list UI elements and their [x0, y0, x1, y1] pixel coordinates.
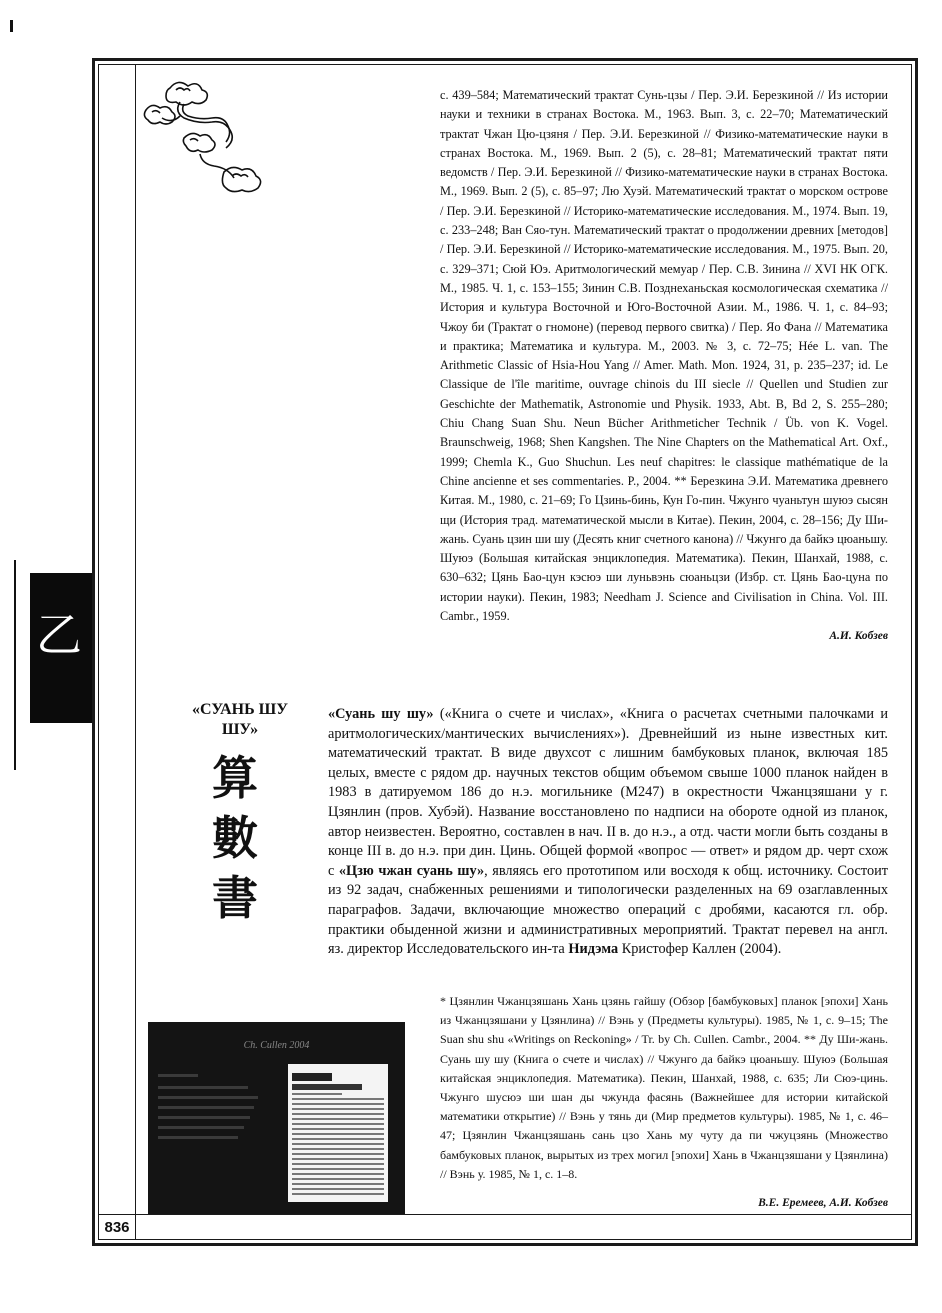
entry-text-part: («Книга о счете и числах», «Книга о расчетах счетными палочками и аритмологических/мантических вычислениях»). Древнейший из ныне известных кит. математический трактат. В виде двухсот с лишним бамбуковых планок, включая 185 целых, вместе с рядом др. научных текстов общим объемом свыше 1000 планок найден в 1983 в датируемом 186 до н.э. могильнике (M247) в окрестности Чжанцзяшани у г. Цзянлин (пров. Хубэй). Название восстановлено по надписи на обороте одной из планок, автор неизвестен. Вероятно, составлен в нач. II в. до н.э., а отд. части могли быть созданы в конце III в. до н.э. при дин. Цинь. Общей формой «вопрос — ответ» и рядом др. черт схож с [328, 706, 888, 879]
bibliography-author: А.И. Кобзев [829, 630, 888, 643]
photo-document-page [288, 1064, 388, 1202]
book-cover-photo [148, 1022, 405, 1214]
photo-caption: Ch. Cullen 2004 [243, 1040, 310, 1051]
entry-body [328, 705, 888, 960]
chinese-character: 數 [212, 811, 258, 865]
scan-edge-mark-line [14, 560, 16, 770]
section-tab-glyph: 乙 [36, 608, 82, 662]
entry-title-bold: «Суань шу шу» [328, 706, 434, 722]
margin-divider [135, 64, 136, 1240]
entry-heading: «СУАНЬ ШУ ШУ» [192, 701, 288, 738]
entry-text-part: Кристофер Каллен (2004). [618, 941, 782, 958]
bibliography-paragraph: с. 439–584; Математический трактат Сунь-цзы / Пер. Э.И. Березкиной // Из истории науки и техники в странах Востока. М., 1963. Вып. 3, с. 22–70; Математический трактат Чжан Цю-цзяня / Пер. Э.И. Березкиной // Физико-математические науки в странах Востока. М., 1969. Вып. 2 (5), с. 28–81; Математический трактат пяти ведомств / Пер. Э.И. Березкиной // Физико-математические науки в странах Востока. М., 1969. Вып. 2 (5), с. 85–97; Лю Хуэй. Математический трактат о морском острове / Пер. Э.И. Березкиной // Историко-математические исследования. М., 1974. Вып. 19, с. 233–248; Ван Сяо-тун. Математический трактат о продолжении древних [методов] / Пер. Э.И. Березкиной // Историко-математические исследования. М., 1975. Вып. 20, с. 329–371; Сюй Юэ. Аритмологический мемуар / Пер. С.В. Зинина // XVI НК ОГК. М., 1985. Ч. 1, с. 153–155; Зинин С.В. Позднеханьская космологическая схематика // История и культура Восточной и Юго-Восточной Азии. М., 1986. Ч. 1, с. 84–93; Чжоу би (Трактат о гномоне) (перевод первого свитка) / Пер. Яо Фана // Математика и практика; Математика и культура. М., 2003. № 3, с. 72–75; Hée L. van. The Arithmetic Classic of Hsia-Hou Yang // Amer. Math. Mon. 1924, 31, p. 235–237; id. Le Classique de l'île maritime, ouvrage chinois du III siecle // Quellen und Studien zur Geschichte der Mathematik, Astronomie und Physik. 1933, Abt. B, Bd 2, S. 255–280; Chiu Chang Suan Shu. Neun Bücher Arithmeticher Technik / Üb. von K. Vogel. Braunschweig, 1968; Shen Kangshen. The Nine Chapters on the Mathematical Art. Oxf., 1999; Chemla K., Guo Shuchun. Les neuf chapitres: le classique mathématique de la Chine ancienne et ses commentaries. P., 2004. ** Березкина Э.И. Математика древнего Китая. М., 1980, с. 21–69; Го Цзинь-бинь, Кун Го-пин. Чжунго чуаньтун шуюэ сысян щи (История трад. математической мысли в Китае). Пекин, 2004, с. 28–156; Ду Ши-жань. Суань цзин ши шу (Десять книг счетного канона) // Чжунго да байкэ цюаньшу. Шуюэ (Большая китайская энциклопедия. Математика). Пекин, Шанхай, 1988, с. 630–632; Цянь Бао-цун кэсюэ ши луньвэнь сюаньцзи (Избр. ст. Цянь Бао-цуна по истории науки). Пекин, 1983; Needham J. Science and Civilisation in China. Vol. III. Cambr., 1959. [440, 88, 888, 624]
entry-text-part: , являясь его прототипом или восходя к общ. источнику. Состоит из 92 задач, снабженных решениями и типологически разделенных на 69 озаглавленных параграфов. Задачи, включающие множество операций с дробями, касаются гл. обр. практики обыденной жизни и административных мероприятий. Трактат перевел на англ. яз. директор Исследовательского ин-та [328, 862, 888, 958]
scan-edge-mark-top [10, 20, 13, 32]
entry-bibliography-authors: В.Е. Еремеев, А.И. Кобзев [758, 1197, 888, 1209]
entry-crossref-bold: «Цзю чжан суань шу» [338, 862, 485, 879]
cloud-ornament [140, 76, 280, 206]
footer-divider [98, 1214, 912, 1215]
page-number: 836 [104, 1219, 130, 1236]
chinese-character: 書 [212, 871, 258, 925]
bibliography-continued [440, 86, 888, 647]
entry-bibliography: * Цзянлин Чжанцзяшань Хань цзянь гайшу (Обзор [бамбуковых] планок [эпохи] Хань из Чжанцзяшани у Цзянлина) // Вэнь у (Предметы культуры). 1985, № 1, с. 9–15; The Suan shu shu «Writings on Reckoning» / Tr. by Ch. Cullen. Cambr., 2004. ** Ду Ши-жань. Суань шу шу (Книга о счете и числах) // Чжунго да байкэ цюаньшу. Шуюэ (Большая китайская энциклопедия. Математика). Пекин, Шанхай, 1988, с. 635; Ли Сюэ-цинь. Чжунго шусюэ ши шан ды чжунда фасянь (Важнейшее для истории китайской математики открытие) // Вэнь у тянь ди (Мир предметов культуры). 1985, № 1, с. 46–47; Цзянлин Чжанцзяшань сань цзо Хань му чуту да пи чжуцзянь (Множество бамбуковых планок, вырытых из трех могил [эпохи] Хань в Чжанцзяшани у Цзянлина) // Вэнь у. 1985, № 1, с. 1–8. [440, 994, 888, 1181]
entry-chinese-title [205, 748, 265, 928]
chinese-character: 算 [212, 751, 258, 805]
entry-name-bold: Нидэма [568, 941, 619, 958]
